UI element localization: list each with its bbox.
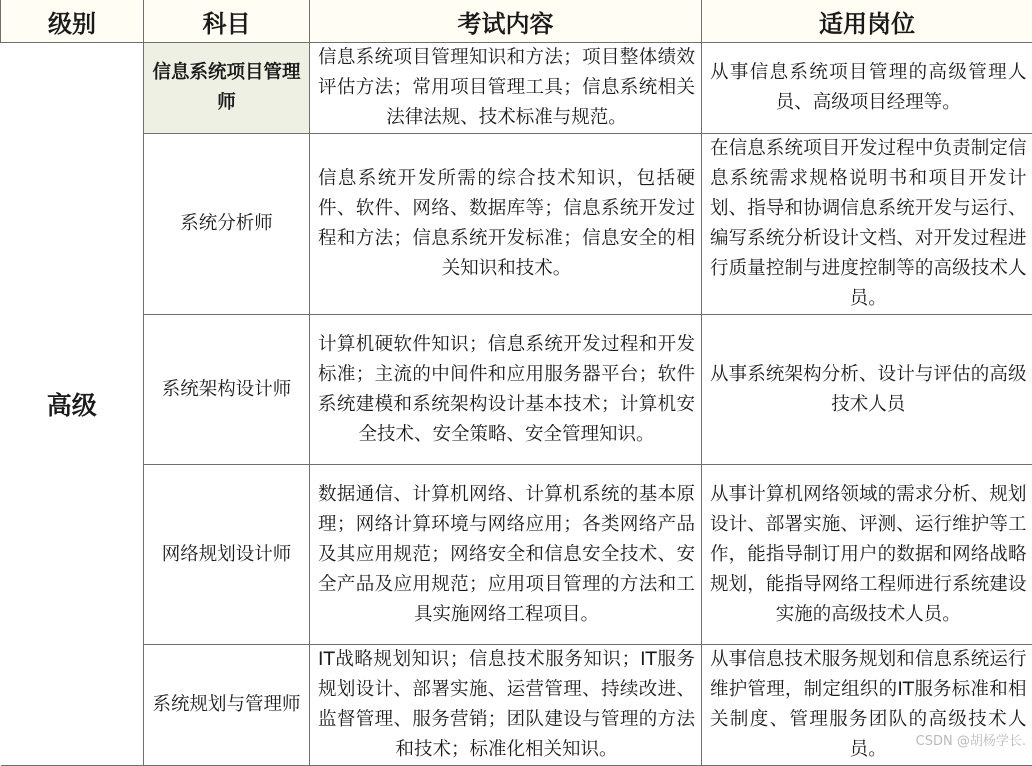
- position-cell: 从事信息技术服务规划和信息系统运行维护管理，制定组织的IT服务标准和相关制度、管理服务团队的高级技术人员。: [702, 645, 1032, 766]
- table-row: [1, 645, 1032, 766]
- watermark: CSDN @胡杨学长.: [916, 730, 1026, 749]
- content-cell: 信息系统开发所需的综合技术知识，包括硬件、软件、网络、数据库等；信息系统开发过程和方法；信息系统开发标准；信息安全的相关知识和技术。: [310, 134, 702, 315]
- subject-cell: 系统架构设计师: [144, 315, 310, 465]
- table-row: [1, 43, 1032, 134]
- header-content: 考试内容: [310, 0, 702, 43]
- level-cell: 高级: [1, 43, 144, 766]
- header-position: 适用岗位: [702, 0, 1032, 43]
- position-cell: 从事信息系统项目管理的高级管理人员、高级项目经理等。: [702, 43, 1032, 134]
- header-row: [1, 0, 1032, 43]
- subject-cell: 网络规划设计师: [144, 465, 310, 645]
- subject-cell: 信息系统项目管理师: [144, 43, 310, 134]
- content-cell: 数据通信、计算机网络、计算机系统的基本原理；网络计算环境与网络应用；各类网络产品及其应用规范；网络安全和信息安全技术、安全产品及应用规范；应用项目管理的方法和工具实施网络工程项目。: [310, 465, 702, 645]
- header-subject: 科目: [144, 0, 310, 43]
- table-row: [1, 134, 1032, 315]
- table-row: [1, 465, 1032, 645]
- content-cell: 计算机硬软件知识；信息系统开发过程和开发标准；主流的中间件和应用服务器平台；软件系统建模和系统架构设计基本技术；计算机安全技术、安全策略、安全管理知识。: [310, 315, 702, 465]
- content-cell: 信息系统项目管理知识和方法；项目整体绩效评估方法；常用项目管理工具；信息系统相关法律法规、技术标准与规范。: [310, 43, 702, 134]
- header-level: 级别: [1, 0, 144, 43]
- subject-cell: 系统规划与管理师: [144, 645, 310, 766]
- position-cell: 从事计算机网络领域的需求分析、规划设计、部署实施、评测、运行维护等工作，能指导制订用户的数据和网络战略规划，能指导网络工程师进行系统建设实施的高级技术人员。: [702, 465, 1032, 645]
- content-cell: IT战略规划知识；信息技术服务知识；IT服务规划设计、部署实施、运营管理、持续改进、监督管理、服务营销；团队建设与管理的方法和技术；标准化相关知识。: [310, 645, 702, 766]
- table-row: [1, 315, 1032, 465]
- position-cell: 在信息系统项目开发过程中负责制定信息系统需求规格说明书和项目开发计划、指导和协调信息系统开发与运行、编写系统分析设计文档、对开发过程进行质量控制与进度控制等的高级技术人员。: [702, 134, 1032, 315]
- position-cell: 从事系统架构分析、设计与评估的高级技术人员: [702, 315, 1032, 465]
- subject-cell: 系统分析师: [144, 134, 310, 315]
